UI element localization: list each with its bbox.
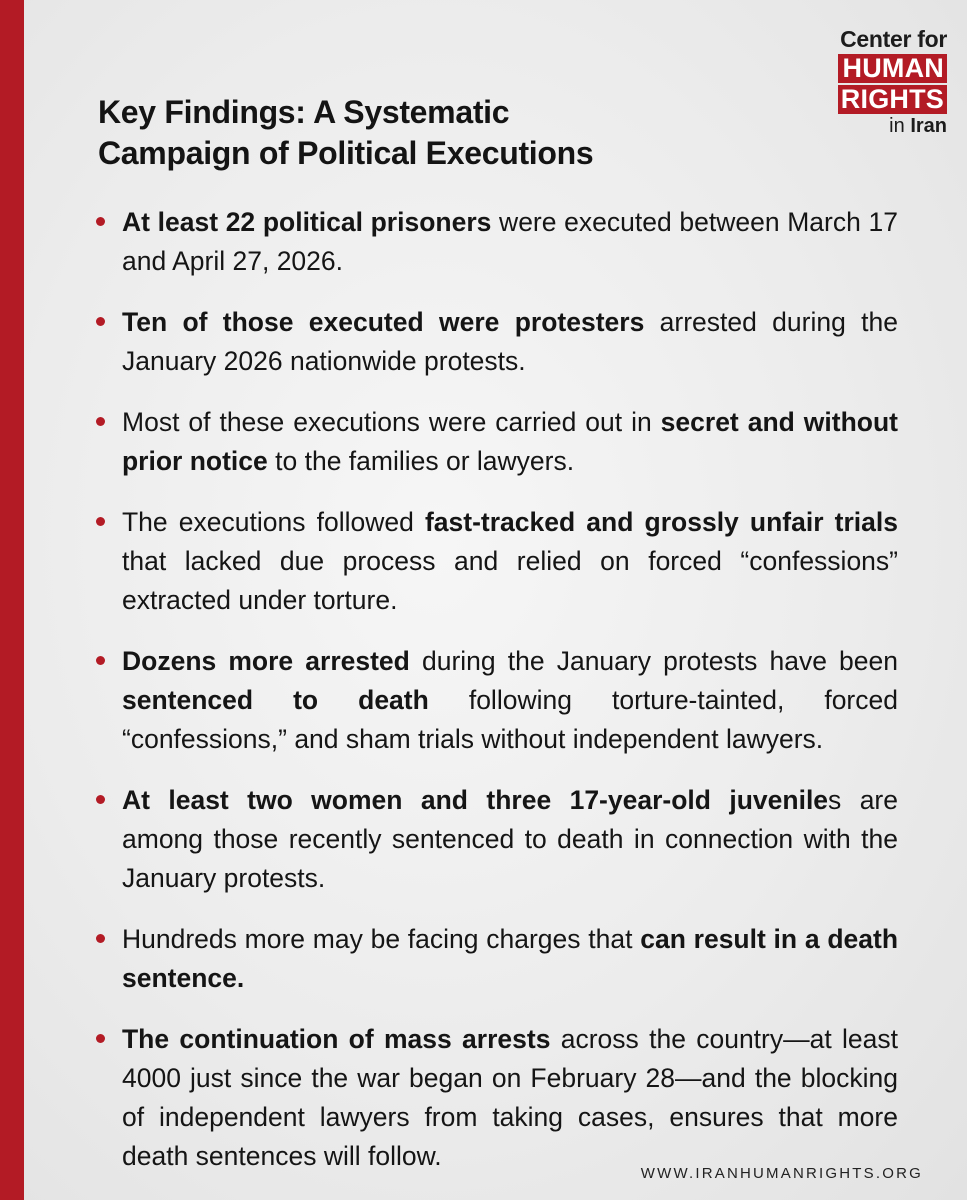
finding-item xyxy=(94,920,898,998)
finding-item xyxy=(94,503,898,620)
website-url: WWW.IRANHUMANRIGHTS.ORG xyxy=(640,1165,923,1182)
finding-emphasis: sentenced to death xyxy=(122,685,429,715)
finding-text: to the families or lawyers. xyxy=(267,446,575,476)
logo-line-in-iran xyxy=(819,114,947,136)
finding-text: that lacked due process and relied on forced “confessions” extracted under torture. xyxy=(122,546,898,615)
finding-item xyxy=(94,203,898,281)
finding-item xyxy=(94,1020,898,1176)
logo-word-in: in xyxy=(889,115,905,137)
bullet-icon xyxy=(96,795,105,804)
logo-word-iran: Iran xyxy=(910,115,947,137)
logo-line-center-for: Center for xyxy=(840,26,947,52)
page-title-line-1: Key Findings: A Systematic xyxy=(98,94,510,130)
bullet-icon xyxy=(96,934,105,943)
chri-logo xyxy=(819,28,947,136)
red-accent-bar xyxy=(0,0,24,1200)
page-title-line-2: Campaign of Political Executions xyxy=(98,135,594,171)
logo-line-human: HUMAN xyxy=(838,54,947,83)
page-title xyxy=(98,92,738,174)
bullet-icon xyxy=(96,517,105,526)
finding-emphasis: Ten of those executed were protesters xyxy=(122,307,645,337)
finding-emphasis: The continuation of mass arrests xyxy=(122,1024,551,1054)
bullet-icon xyxy=(96,217,105,226)
finding-text: Hundreds more may be facing charges that xyxy=(122,924,641,954)
finding-emphasis: At least two women and three 17-year-old juvenile xyxy=(122,785,829,815)
finding-item xyxy=(94,642,898,759)
bullet-icon xyxy=(96,417,105,426)
finding-emphasis: secret and without prior notice xyxy=(122,407,898,476)
finding-text: arrested during the January 2026 nationwide protests. xyxy=(122,307,898,376)
bullet-icon xyxy=(96,656,105,665)
finding-text: across the country—at least 4000 just since the war began on February 28—and the blocking of independent lawyers from taking cases, ensures that more death sentences will follow. xyxy=(122,1024,898,1171)
key-findings-list xyxy=(94,203,898,1198)
bullet-icon xyxy=(96,317,105,326)
finding-item xyxy=(94,781,898,898)
finding-text: s are among those recently sentenced to death in connection with the January protests. xyxy=(122,785,898,893)
finding-text: Most of these executions were carried out in xyxy=(122,407,661,437)
finding-emphasis: Dozens more arrested xyxy=(122,646,410,676)
logo-red-box xyxy=(838,54,947,114)
finding-emphasis: fast-tracked and grossly unfair trials xyxy=(424,507,898,537)
finding-emphasis: can result in a death sentence. xyxy=(122,924,899,993)
finding-item xyxy=(94,303,898,381)
finding-text: during the January protests have been xyxy=(409,646,898,676)
finding-text: The executions followed xyxy=(122,507,425,537)
finding-text: were executed between March 17 and April 27, 2026. xyxy=(122,207,898,276)
bullet-icon xyxy=(96,1034,105,1043)
finding-text: following torture-tainted, forced “confessions,” and sham trials without independent lawyers. xyxy=(122,685,898,754)
logo-line-rights: RIGHTS xyxy=(838,85,947,114)
finding-emphasis: At least 22 political prisoners xyxy=(122,207,492,237)
finding-item xyxy=(94,403,898,481)
